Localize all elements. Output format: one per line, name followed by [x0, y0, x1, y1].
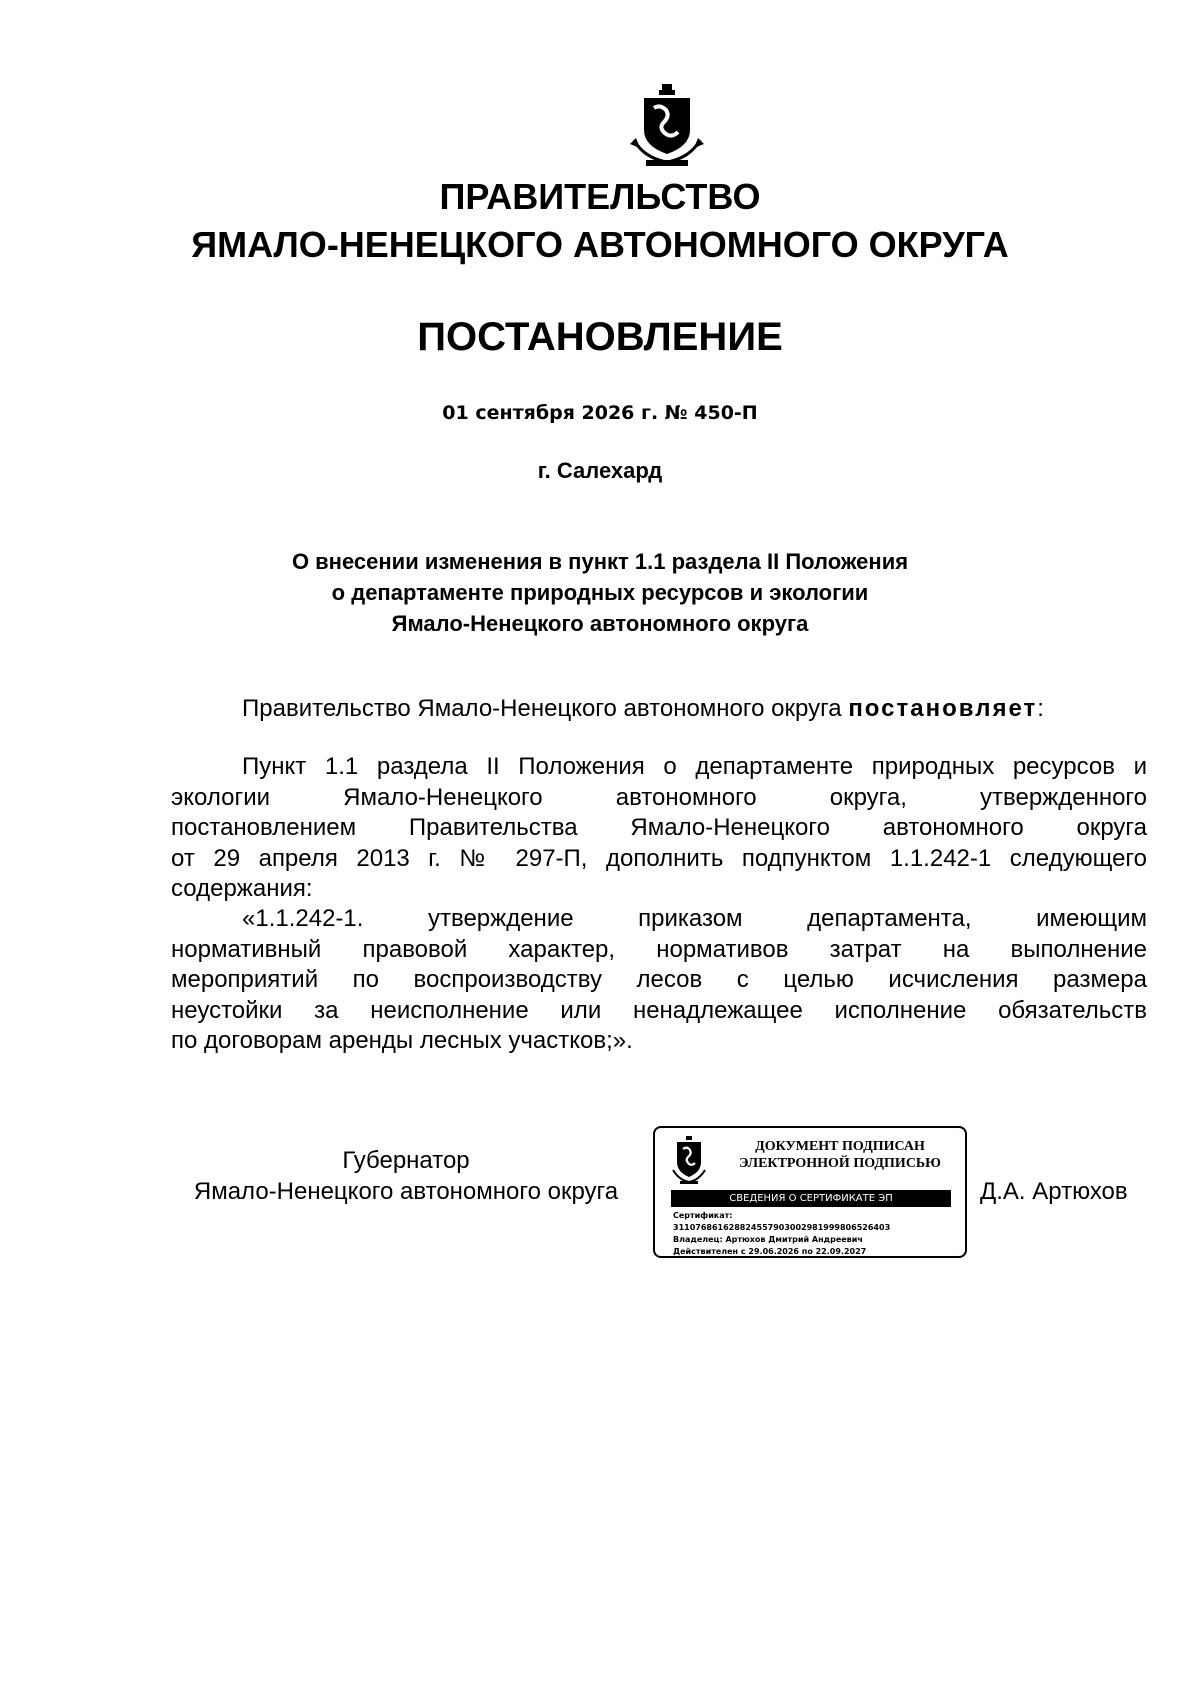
- subject-line: о департаменте природных ресурсов и экологии: [331, 580, 869, 605]
- subject-line: О внесении изменения в пункт 1.1 раздела II Положения: [291, 549, 909, 574]
- signatory-title: Губернатор: [342, 1147, 470, 1174]
- certificate-details: [673, 1210, 963, 1258]
- document-city: г. Салехард: [537, 458, 663, 483]
- paragraph-line: от 29 апреля 2013 г. № 297-П, дополнить подпунктом 1.1.242-1 следующего: [171, 844, 1147, 872]
- quote-line: «1.1.242-1. утверждение приказом департамента, имеющим: [242, 905, 1147, 932]
- intro-verb: постановляет: [848, 695, 1038, 722]
- resolution-paragraph: [171, 752, 1147, 905]
- government-title: ПРАВИТЕЛЬСТВО: [439, 176, 761, 217]
- coat-of-arms-icon: [622, 84, 712, 174]
- government-title-region: ЯМАЛО-НЕНЕЦКОГО АВТОНОМНОГО ОКРУГА: [191, 224, 1009, 265]
- stamp-title-line: ЭЛЕКТРОННОЙ ПОДПИСЬЮ: [739, 1156, 941, 1171]
- document-type: ПОСТАНОВЛЕНИЕ: [417, 315, 783, 359]
- document-subject: [0, 546, 1200, 639]
- stamp-title-line: ДОКУМЕНТ ПОДПИСАН: [755, 1139, 925, 1154]
- electronic-signature-stamp: [653, 1126, 967, 1258]
- resolution-intro: [171, 694, 1147, 725]
- amendment-quote: [171, 904, 1147, 1057]
- quote-line: неустойки за неисполнение или ненадлежащее исполнение обязательств: [171, 996, 1147, 1024]
- certificate-label: Сертификат:: [673, 1211, 733, 1220]
- quote-line: по договорам аренды лесных участков;».: [171, 1027, 633, 1054]
- certificate-number: 31107686162882455790300298199980652640З: [673, 1223, 891, 1232]
- certificate-owner: Владелец: Артюхов Дмитрий Андреевич: [673, 1235, 863, 1244]
- intro-colon: :: [1037, 695, 1044, 722]
- signatory-position: [171, 1145, 641, 1207]
- paragraph-line: постановлением Правительства Ямало-Ненецкого автономного округа: [171, 814, 1147, 841]
- signatory-name: Д.А. Артюхов: [980, 1178, 1128, 1205]
- stamp-title: [715, 1138, 965, 1172]
- quote-line: мероприятий по воспроизводству лесов с целью исчисления размера: [171, 966, 1147, 993]
- document-date-number: 01 сентября 2026 г. № 450-П: [442, 402, 758, 424]
- quote-line: нормативный правовой характер, нормативов затрат на выполнение: [171, 935, 1147, 963]
- paragraph-line: экологии Ямало-Ненецкого автономного округа, утвержденного: [171, 783, 1147, 811]
- signatory-region: Ямало-Ненецкого автономного округа: [193, 1178, 619, 1205]
- certificate-info-bar: СВЕДЕНИЯ О СЕРТИФИКАТЕ ЭП: [671, 1190, 951, 1207]
- paragraph-line: содержания:: [171, 875, 313, 902]
- paragraph-line: Пункт 1.1 раздела II Положения о департаменте природных ресурсов и: [242, 753, 1147, 780]
- coat-of-arms-icon: [671, 1136, 707, 1186]
- certificate-validity: Действителен с 29.06.2026 по 22.09.2027: [673, 1247, 867, 1256]
- intro-text: Правительство Ямало-Ненецкого автономного округа: [242, 695, 849, 722]
- subject-line: Ямало-Ненецкого автономного округа: [391, 611, 809, 636]
